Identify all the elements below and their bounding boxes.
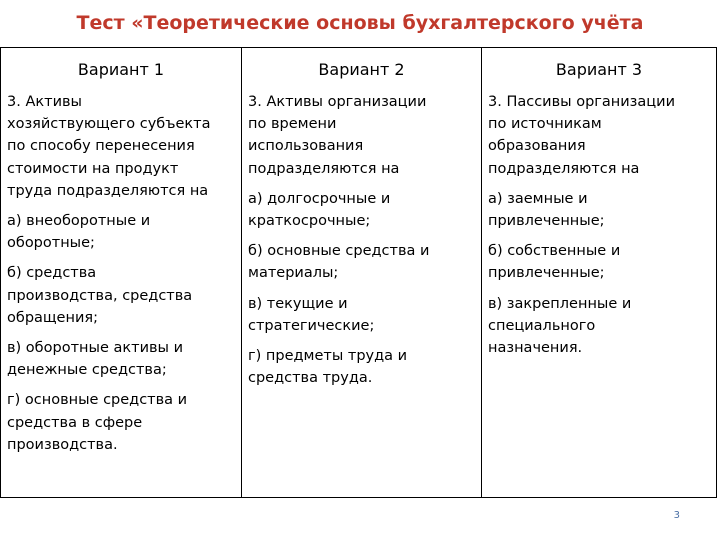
answer-option-d [7,389,237,456]
answer-line: привлеченные; [488,265,605,282]
answer-line: а) долгосрочные и [248,190,391,207]
question-text [248,91,477,180]
question-line: по способу перенесения [7,138,195,155]
answer-line: назначения. [488,340,583,357]
answer-line: производства. [7,436,118,453]
answer-line: специального [488,317,596,334]
answer-line: производства, средства [7,287,193,304]
variant-3-content [482,90,716,497]
answer-option-b [7,262,237,329]
answer-line: в) оборотные активы и [7,340,184,357]
answer-option-a [488,188,712,232]
question-line: труда подразделяются на [7,182,209,199]
question-line: образования [488,138,586,155]
answer-line: г) основные средства и [7,392,188,409]
answer-option-d [248,345,477,389]
question-line: подразделяются на [488,160,640,177]
answer-option-c [488,293,712,360]
answer-line: б) собственные и [488,243,621,260]
question-line: 3. Активы организации [248,94,427,110]
answer-line: денежные средства; [7,362,167,379]
answer-line: привлеченные; [488,213,605,230]
answer-option-b [488,240,712,284]
question-line: 3. Пассивы организации [488,94,675,110]
answer-option-a [248,188,477,232]
page-number: 3 [673,510,680,521]
variant-2-content [242,90,482,497]
slide-title: Тест «Теоретические основы бухгалтерского учёта [76,12,644,34]
variants-table [0,47,717,498]
question-line: 3. Активы [7,94,82,110]
question-line: по источникам [488,116,602,133]
answer-line: а) внеоборотные и [7,213,151,230]
question-text [488,91,712,180]
variant-1-content [1,90,242,497]
answer-option-c [7,337,237,381]
answer-line: г) предметы труда и [248,348,408,365]
answer-line: стратегические; [248,317,375,334]
question-line: по времени [248,116,337,133]
question-line: стоимости на продукт [7,160,179,177]
answer-line: в) текущие и [248,295,348,312]
answer-line: краткосрочные; [248,213,371,230]
answer-line: средства в сфере [7,414,143,431]
answer-line: оборотные; [7,235,95,252]
answer-line: обращения; [7,309,98,326]
answer-line: б) основные средства и [248,243,430,260]
answer-option-a [7,210,237,254]
question-line: использования [248,138,364,155]
answer-option-c [248,293,477,337]
answer-line: материалы; [248,265,339,282]
header-variant-2: Вариант 2 [242,48,482,90]
answer-line: б) средства [7,265,97,282]
answer-line: средства труда. [248,370,373,387]
header-variant-3: Вариант 3 [555,60,643,79]
header-variant-1: Вариант 1 [1,48,242,90]
question-text [7,91,237,202]
answer-line: в) закрепленные и [488,295,632,312]
question-line: подразделяются на [248,160,400,177]
answer-option-b [248,240,477,284]
answer-line: а) заемные и [488,190,588,207]
question-line: хозяйствующего субъекта [7,116,211,133]
